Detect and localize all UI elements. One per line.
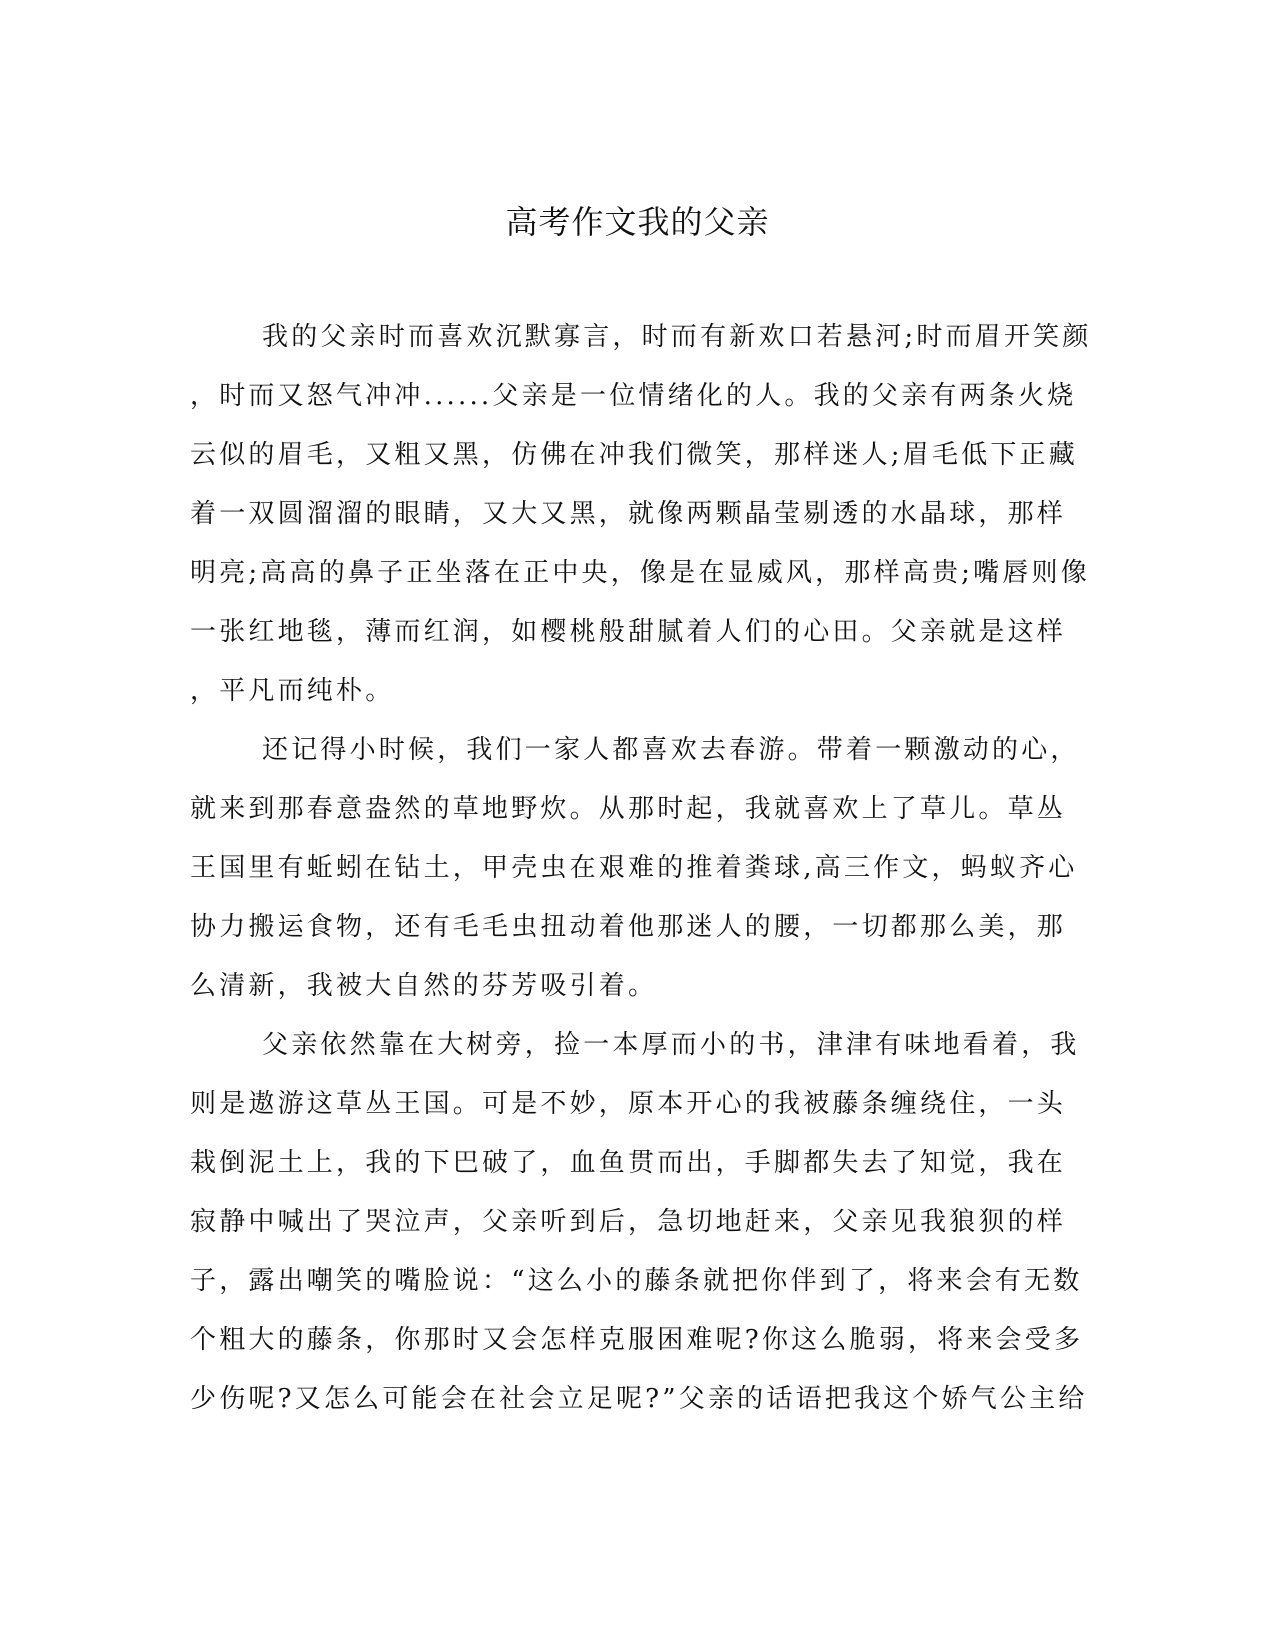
text-line: 少伤呢?又怎么可能会在社会立足呢?”父亲的话语把我这个娇气公主给 [190, 1384, 1088, 1414]
text-line: 就来到那春意盎然的草地野炊。从那时起，我就喜欢上了草儿。草丛 [190, 794, 1067, 824]
text-line: 子，露出嘲笑的嘴脸说：“这么小的藤条就把你伴到了，将来会有无数 [190, 1266, 1083, 1296]
text-line: 寂静中喊出了哭泣声，父亲听到后，急切地赶来，父亲见我狼狈的样 [190, 1207, 1067, 1237]
text-line: ，平凡而纯朴。 [190, 676, 395, 706]
text-line: 我的父亲时而喜欢沉默寡言，时而有新欢口若悬河;时而眉开笑颜 [262, 322, 1092, 352]
text-line: 着一双圆溜溜的眼睛，又大又黑，就像两颗晶莹剔透的水晶球，那样 [190, 499, 1067, 529]
text-line: 么清新，我被大自然的芬芳吸引着。 [190, 971, 658, 1001]
text-line: 个粗大的藤条，你那时又会怎样克服困难呢?你这么脆弱，将来会受多 [190, 1325, 1084, 1355]
text-line: 栽倒泥土上，我的下巴破了，血鱼贯而出，手脚都失去了知觉，我在 [190, 1148, 1067, 1178]
text-line: ，时而又怒气冲冲......父亲是一位情绪化的人。我的父亲有两条火烧 [190, 381, 1077, 411]
text-line: 云似的眉毛，又粗又黑，仿佛在冲我们微笑，那样迷人;眉毛低下正藏 [190, 440, 1078, 470]
text-line: 协力搬运食物，还有毛毛虫扭动着他那迷人的腰，一切都那么美，那 [190, 912, 1067, 942]
text-line: 明亮;高高的鼻子正坐落在正中央，像是在显威风，那样高贵;嘴唇则像 [190, 558, 1090, 588]
text-line: 则是遨游这草丛王国。可是不妙，原本开心的我被藤条缠绕住，一头 [190, 1089, 1067, 1119]
page-title: 高考作文我的父亲 [505, 203, 770, 241]
text-line: 一张红地毯，薄而红润，如樱桃般甜腻着人们的心田。父亲就是这样 [190, 617, 1067, 647]
text-line: 王国里有蚯蚓在钻土，甲壳虫在艰难的推着粪球,高三作文，蚂蚁齐心 [190, 853, 1078, 883]
text-line: 还记得小时候，我们一家人都喜欢去春游。带着一颗激动的心， [262, 735, 1080, 765]
text-line: 父亲依然靠在大树旁，捡一本厚而小的书，津津有味地看着，我 [262, 1030, 1080, 1060]
